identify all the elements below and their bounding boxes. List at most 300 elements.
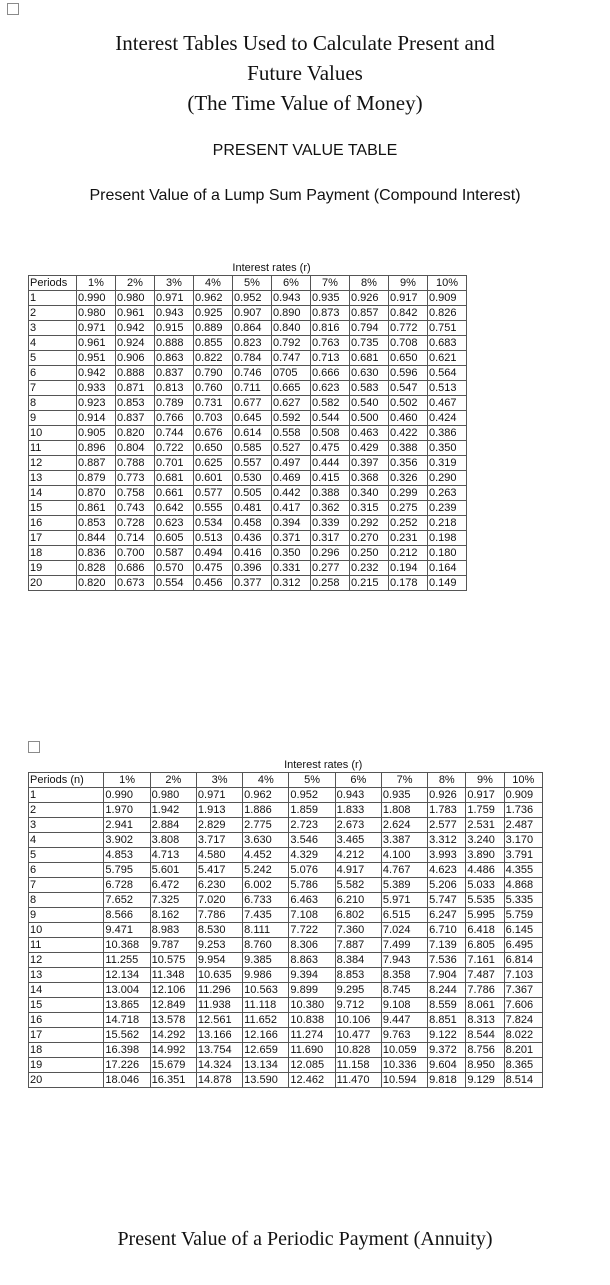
rate-header: 6% <box>272 276 311 291</box>
value-cell: 0.331 <box>272 561 311 576</box>
value-cell: 0.933 <box>77 381 116 396</box>
rate-header: 6% <box>335 773 381 788</box>
value-cell: 4.212 <box>335 848 381 863</box>
value-cell: 0.263 <box>428 486 467 501</box>
table-row <box>29 938 543 953</box>
value-cell: 0.275 <box>389 501 428 516</box>
value-cell: 8.950 <box>466 1058 504 1073</box>
value-cell: 0.990 <box>77 291 116 306</box>
value-cell: 6.515 <box>381 908 427 923</box>
value-cell: 0.826 <box>428 306 467 321</box>
value-cell: 0.508 <box>311 426 350 441</box>
value-cell: 0.627 <box>272 396 311 411</box>
value-cell: 0.853 <box>116 396 155 411</box>
value-cell: 0.887 <box>77 456 116 471</box>
value-cell: 13.865 <box>104 998 150 1013</box>
value-cell: 9.122 <box>428 1028 466 1043</box>
periods-label: Periods (n) <box>29 773 104 788</box>
value-cell: 0.422 <box>389 426 428 441</box>
value-cell: 5.417 <box>196 863 242 878</box>
value-cell: 0.990 <box>104 788 150 803</box>
value-cell: 4.486 <box>466 863 504 878</box>
value-cell: 4.623 <box>428 863 466 878</box>
value-cell: 0.943 <box>155 306 194 321</box>
value-cell: 3.240 <box>466 833 504 848</box>
value-cell: 1.970 <box>104 803 150 818</box>
value-cell: 0.371 <box>272 531 311 546</box>
value-cell: 8.514 <box>504 1073 542 1088</box>
value-cell: 0.789 <box>155 396 194 411</box>
value-cell: 0.844 <box>77 531 116 546</box>
value-cell: 0.943 <box>335 788 381 803</box>
value-cell: 0.444 <box>311 456 350 471</box>
value-cell: 0.942 <box>116 321 155 336</box>
value-cell: 2.723 <box>289 818 335 833</box>
value-cell: 11.158 <box>335 1058 381 1073</box>
value-cell: 0.570 <box>155 561 194 576</box>
lump-sum-heading: Present Value of a Lump Sum Payment (Compound Interest) <box>89 187 521 204</box>
value-cell: 0.909 <box>504 788 542 803</box>
value-cell: 12.106 <box>150 983 196 998</box>
value-cell: 8.760 <box>243 938 289 953</box>
value-cell: 2.624 <box>381 818 427 833</box>
table-row <box>29 516 467 531</box>
value-cell: 1.913 <box>196 803 242 818</box>
value-cell: 0.442 <box>272 486 311 501</box>
value-cell: 8.863 <box>289 953 335 968</box>
value-cell: 12.659 <box>243 1043 289 1058</box>
blank-cell <box>29 758 104 773</box>
period-cell: 2 <box>29 306 77 321</box>
value-cell: 0.386 <box>428 426 467 441</box>
value-cell: 12.462 <box>289 1073 335 1088</box>
value-cell: 10.106 <box>335 1013 381 1028</box>
value-cell: 7.139 <box>428 938 466 953</box>
period-cell: 18 <box>29 546 77 561</box>
value-cell: 9.372 <box>428 1043 466 1058</box>
value-cell: 0.585 <box>233 441 272 456</box>
value-cell: 0.909 <box>428 291 467 306</box>
value-cell: 0.879 <box>77 471 116 486</box>
value-cell: 0.971 <box>77 321 116 336</box>
table-row <box>29 1043 543 1058</box>
value-cell: 12.561 <box>196 1013 242 1028</box>
value-cell: 8.530 <box>196 923 242 938</box>
value-cell: 0.681 <box>350 351 389 366</box>
annuity-table <box>28 758 543 1088</box>
value-cell: 0.873 <box>311 306 350 321</box>
value-cell: 0.339 <box>311 516 350 531</box>
value-cell: 0.212 <box>389 546 428 561</box>
value-cell: 0.683 <box>428 336 467 351</box>
value-cell: 3.993 <box>428 848 466 863</box>
value-cell: 11.348 <box>150 968 196 983</box>
value-cell: 0.820 <box>77 576 116 591</box>
value-cell: 6.463 <box>289 893 335 908</box>
value-cell: 0.708 <box>389 336 428 351</box>
value-cell: 0.623 <box>311 381 350 396</box>
rate-header: 2% <box>150 773 196 788</box>
value-cell: 0.792 <box>272 336 311 351</box>
value-cell: 0.397 <box>350 456 389 471</box>
value-cell: 4.853 <box>104 848 150 863</box>
value-cell: 14.292 <box>150 1028 196 1043</box>
value-cell: 0.980 <box>77 306 116 321</box>
value-cell: 2.673 <box>335 818 381 833</box>
value-cell: 6.728 <box>104 878 150 893</box>
value-cell: 2.531 <box>466 818 504 833</box>
value-cell: 0.722 <box>155 441 194 456</box>
value-cell: 0.713 <box>311 351 350 366</box>
value-cell: 0.642 <box>155 501 194 516</box>
value-cell: 10.336 <box>381 1058 427 1073</box>
value-cell: 6.145 <box>504 923 542 938</box>
value-cell: 0.700 <box>116 546 155 561</box>
value-cell: 17.226 <box>104 1058 150 1073</box>
value-cell: 0.816 <box>311 321 350 336</box>
value-cell: 11.118 <box>243 998 289 1013</box>
value-cell: 5.389 <box>381 878 427 893</box>
value-cell: 0.935 <box>381 788 427 803</box>
value-cell: 5.206 <box>428 878 466 893</box>
value-cell: 0.743 <box>116 501 155 516</box>
value-cell: 1.859 <box>289 803 335 818</box>
value-cell: 6.733 <box>243 893 289 908</box>
table-row <box>29 291 467 306</box>
value-cell: 8.983 <box>150 923 196 938</box>
value-cell: 3.312 <box>428 833 466 848</box>
value-cell: 0.513 <box>194 531 233 546</box>
value-cell: 0.388 <box>311 486 350 501</box>
lump-sum-table <box>28 261 467 591</box>
value-cell: 0.215 <box>350 576 389 591</box>
value-cell: 0.758 <box>116 486 155 501</box>
value-cell: 0.481 <box>233 501 272 516</box>
table-row <box>29 1058 543 1073</box>
value-cell: 0.290 <box>428 471 467 486</box>
value-cell: 0.855 <box>194 336 233 351</box>
period-cell: 13 <box>29 471 77 486</box>
value-cell: 13.754 <box>196 1043 242 1058</box>
value-cell: 0.751 <box>428 321 467 336</box>
rate-header: 10% <box>504 773 542 788</box>
period-cell: 19 <box>29 561 77 576</box>
value-cell: 10.380 <box>289 998 335 1013</box>
value-cell: 0.714 <box>116 531 155 546</box>
value-cell: 8.566 <box>104 908 150 923</box>
value-cell: 0.935 <box>311 291 350 306</box>
period-cell: 1 <box>29 291 77 306</box>
table-row <box>29 1028 543 1043</box>
value-cell: 9.447 <box>381 1013 427 1028</box>
value-cell: 3.465 <box>335 833 381 848</box>
rate-header: 7% <box>381 773 427 788</box>
value-cell: 2.941 <box>104 818 150 833</box>
value-cell: 13.166 <box>196 1028 242 1043</box>
value-cell: 0.429 <box>350 441 389 456</box>
value-cell: 0.194 <box>389 561 428 576</box>
value-cell: 7.024 <box>381 923 427 938</box>
value-cell: 0.888 <box>116 366 155 381</box>
value-cell: 0.396 <box>233 561 272 576</box>
value-cell: 4.767 <box>381 863 427 878</box>
checkbox-annuity[interactable] <box>28 741 40 753</box>
value-cell: 9.394 <box>289 968 335 983</box>
value-cell: 7.722 <box>289 923 335 938</box>
table-row <box>29 953 543 968</box>
period-cell: 3 <box>29 818 104 833</box>
value-cell: 0.555 <box>194 501 233 516</box>
value-cell: 0.896 <box>77 441 116 456</box>
value-cell: 8.851 <box>428 1013 466 1028</box>
value-cell: 0.905 <box>77 426 116 441</box>
value-cell: 0.915 <box>155 321 194 336</box>
value-cell: 8.313 <box>466 1013 504 1028</box>
value-cell: 8.559 <box>428 998 466 1013</box>
value-cell: 2.829 <box>196 818 242 833</box>
value-cell: 3.717 <box>196 833 242 848</box>
value-cell: 7.367 <box>504 983 542 998</box>
table-row <box>29 336 467 351</box>
value-cell: 0.456 <box>194 576 233 591</box>
value-cell: 0.317 <box>311 531 350 546</box>
value-cell: 10.838 <box>289 1013 335 1028</box>
value-cell: 0.587 <box>155 546 194 561</box>
value-cell: 0.583 <box>350 381 389 396</box>
annuity-heading: Present Value of a Periodic Payment (Annuity) <box>117 1228 493 1250</box>
value-cell: 7.325 <box>150 893 196 908</box>
value-cell: 9.295 <box>335 983 381 998</box>
period-cell: 10 <box>29 426 77 441</box>
value-cell: 12.849 <box>150 998 196 1013</box>
period-cell: 12 <box>29 953 104 968</box>
value-cell: 7.652 <box>104 893 150 908</box>
value-cell: 4.452 <box>243 848 289 863</box>
value-cell: 10.477 <box>335 1028 381 1043</box>
value-cell: 7.786 <box>466 983 504 998</box>
value-cell: 0.837 <box>116 411 155 426</box>
value-cell: 14.718 <box>104 1013 150 1028</box>
value-cell: 12.134 <box>104 968 150 983</box>
value-cell: 2.884 <box>150 818 196 833</box>
value-cell: 0.540 <box>350 396 389 411</box>
table-row <box>29 818 543 833</box>
value-cell: 8.244 <box>428 983 466 998</box>
period-cell: 15 <box>29 501 77 516</box>
page-title <box>0 28 610 118</box>
value-cell: 0.735 <box>350 336 389 351</box>
value-cell: 9.253 <box>196 938 242 953</box>
value-cell: 11.652 <box>243 1013 289 1028</box>
value-cell: 13.134 <box>243 1058 289 1073</box>
value-cell: 0.250 <box>350 546 389 561</box>
value-cell: 14.878 <box>196 1073 242 1088</box>
value-cell: 9.787 <box>150 938 196 953</box>
value-cell: 4.713 <box>150 848 196 863</box>
value-cell: 7.360 <box>335 923 381 938</box>
value-cell: 0.744 <box>155 426 194 441</box>
value-cell: 0.917 <box>389 291 428 306</box>
rate-header: 10% <box>428 276 467 291</box>
value-cell: 9.604 <box>428 1058 466 1073</box>
value-cell: 0.582 <box>311 396 350 411</box>
table-row <box>29 968 543 983</box>
value-cell: 0.527 <box>272 441 311 456</box>
value-cell: 0.164 <box>428 561 467 576</box>
table-row <box>29 411 467 426</box>
table-row <box>29 1013 543 1028</box>
value-cell: 7.606 <box>504 998 542 1013</box>
value-cell: 0.906 <box>116 351 155 366</box>
value-cell: 8.853 <box>335 968 381 983</box>
value-cell: 0.962 <box>243 788 289 803</box>
value-cell: 0.861 <box>77 501 116 516</box>
value-cell: 6.002 <box>243 878 289 893</box>
period-cell: 17 <box>29 1028 104 1043</box>
value-cell: 3.791 <box>504 848 542 863</box>
table-row <box>29 306 467 321</box>
rate-header: 7% <box>311 276 350 291</box>
value-cell: 0.942 <box>77 366 116 381</box>
value-cell: 5.795 <box>104 863 150 878</box>
value-cell: 10.828 <box>335 1043 381 1058</box>
value-cell: 7.887 <box>335 938 381 953</box>
rate-header: 4% <box>194 276 233 291</box>
value-cell: 0.828 <box>77 561 116 576</box>
value-cell: 5.786 <box>289 878 335 893</box>
value-cell: 8.756 <box>466 1043 504 1058</box>
value-cell: 0.888 <box>155 336 194 351</box>
value-cell: 0.923 <box>77 396 116 411</box>
value-cell: 0.417 <box>272 501 311 516</box>
value-cell: 7.943 <box>381 953 427 968</box>
value-cell: 0.666 <box>311 366 350 381</box>
value-cell: 0.650 <box>389 351 428 366</box>
value-cell: 3.387 <box>381 833 427 848</box>
value-cell: 6.802 <box>335 908 381 923</box>
value-cell: 0.962 <box>194 291 233 306</box>
value-cell: 7.904 <box>428 968 466 983</box>
value-cell: 10.635 <box>196 968 242 983</box>
value-cell: 0.596 <box>389 366 428 381</box>
value-cell: 0.677 <box>233 396 272 411</box>
rate-header: 9% <box>389 276 428 291</box>
value-cell: 0.951 <box>77 351 116 366</box>
value-cell: 0.853 <box>77 516 116 531</box>
rate-header: 8% <box>428 773 466 788</box>
checkbox-top[interactable] <box>7 3 19 15</box>
value-cell: 8.201 <box>504 1043 542 1058</box>
table-row <box>29 531 467 546</box>
value-cell: 7.824 <box>504 1013 542 1028</box>
value-cell: 0.544 <box>311 411 350 426</box>
period-cell: 19 <box>29 1058 104 1073</box>
value-cell: 0.368 <box>350 471 389 486</box>
value-cell: 0.377 <box>233 576 272 591</box>
value-cell: 0.917 <box>466 788 504 803</box>
table-row <box>29 426 467 441</box>
value-cell: 6.814 <box>504 953 542 968</box>
value-cell: 0.623 <box>155 516 194 531</box>
period-cell: 3 <box>29 321 77 336</box>
table-row <box>29 441 467 456</box>
period-cell: 5 <box>29 848 104 863</box>
value-cell: 0.711 <box>233 381 272 396</box>
value-cell: 0.497 <box>272 456 311 471</box>
value-cell: 7.435 <box>243 908 289 923</box>
value-cell: 0.822 <box>194 351 233 366</box>
value-cell: 9.471 <box>104 923 150 938</box>
value-cell: 11.938 <box>196 998 242 1013</box>
table-row <box>29 471 467 486</box>
value-cell: 0.394 <box>272 516 311 531</box>
value-cell: 4.329 <box>289 848 335 863</box>
value-cell: 16.398 <box>104 1043 150 1058</box>
value-cell: 5.971 <box>381 893 427 908</box>
value-cell: 0.178 <box>389 576 428 591</box>
table-row <box>29 351 467 366</box>
value-cell: 0.914 <box>77 411 116 426</box>
table-row <box>29 863 543 878</box>
value-cell: 0.270 <box>350 531 389 546</box>
value-cell: 10.563 <box>243 983 289 998</box>
value-cell: 0.701 <box>155 456 194 471</box>
value-cell: 0.731 <box>194 396 233 411</box>
table-row <box>29 501 467 516</box>
table-row <box>29 893 543 908</box>
value-cell: 0.356 <box>389 456 428 471</box>
value-cell: 1.736 <box>504 803 542 818</box>
value-cell: 2.577 <box>428 818 466 833</box>
value-cell: 5.033 <box>466 878 504 893</box>
value-cell: 15.679 <box>150 1058 196 1073</box>
value-cell: 4.917 <box>335 863 381 878</box>
value-cell: 16.351 <box>150 1073 196 1088</box>
rate-header: 5% <box>289 773 335 788</box>
title-line-2: Future Values <box>247 61 363 85</box>
value-cell: 9.108 <box>381 998 427 1013</box>
value-cell: 0.870 <box>77 486 116 501</box>
value-cell: 1.759 <box>466 803 504 818</box>
table-row <box>29 923 543 938</box>
value-cell: 0.513 <box>428 381 467 396</box>
value-cell: 0.980 <box>116 291 155 306</box>
value-cell: 6.805 <box>466 938 504 953</box>
value-cell: 8.358 <box>381 968 427 983</box>
title-line-1: Interest Tables Used to Calculate Present and <box>115 31 495 55</box>
blank-cell <box>29 261 77 276</box>
period-cell: 16 <box>29 1013 104 1028</box>
value-cell: 5.747 <box>428 893 466 908</box>
period-cell: 11 <box>29 441 77 456</box>
value-cell: 3.808 <box>150 833 196 848</box>
value-cell: 2.487 <box>504 818 542 833</box>
value-cell: 0.772 <box>389 321 428 336</box>
value-cell: 0.416 <box>233 546 272 561</box>
value-cell: 0.577 <box>194 486 233 501</box>
value-cell: 0.907 <box>233 306 272 321</box>
value-cell: 9.986 <box>243 968 289 983</box>
value-cell: 0.784 <box>233 351 272 366</box>
value-cell: 0.980 <box>150 788 196 803</box>
value-cell: 7.108 <box>289 908 335 923</box>
value-cell: 0.890 <box>272 306 311 321</box>
period-cell: 17 <box>29 531 77 546</box>
value-cell: 0.475 <box>194 561 233 576</box>
value-cell: 0.350 <box>272 546 311 561</box>
value-cell: 13.004 <box>104 983 150 998</box>
value-cell: 8.306 <box>289 938 335 953</box>
